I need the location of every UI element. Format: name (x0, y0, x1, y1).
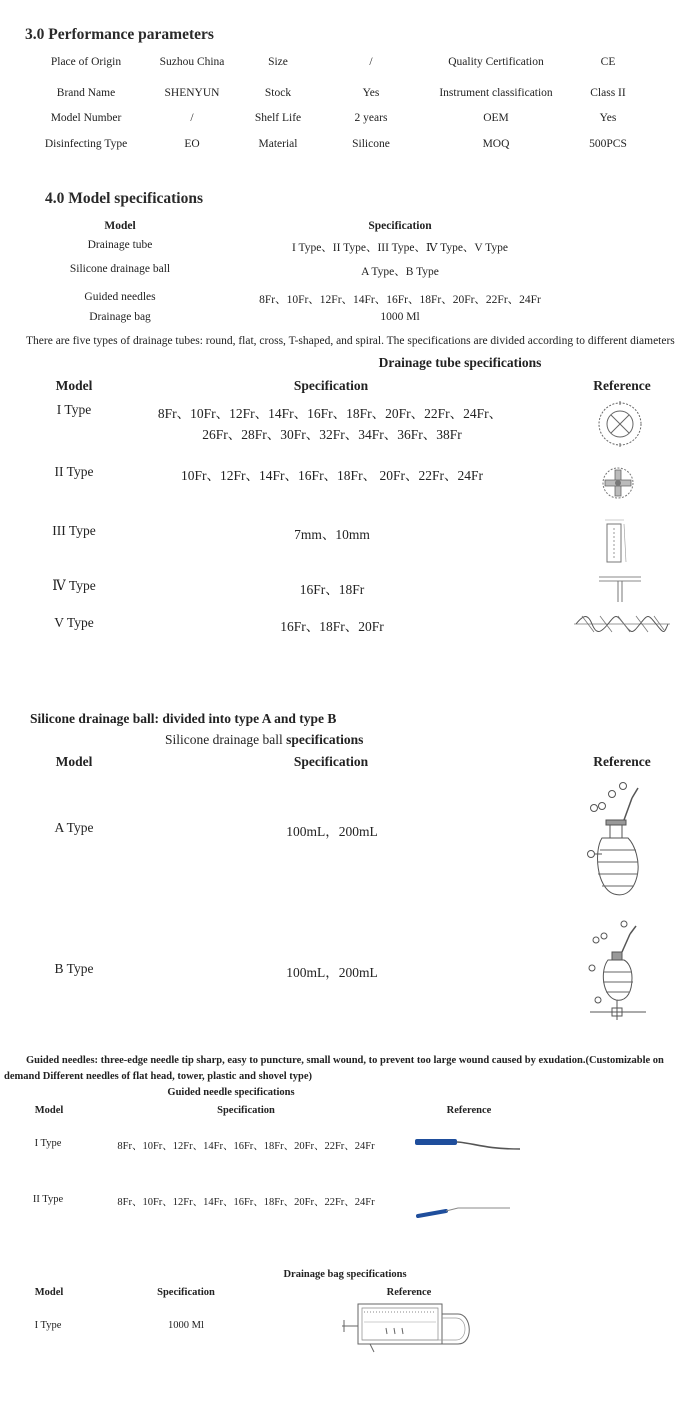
flat-tube-cross-section-icon (604, 518, 628, 568)
perf-cell: CE (600, 56, 616, 68)
perf-cell: MOQ (482, 138, 510, 150)
perf-cell: 2 years (354, 112, 388, 124)
model-row-label: Drainage bag (89, 311, 151, 323)
tube-model: Ⅳ Type (52, 578, 96, 593)
ball-spec-title-bold: specifications (286, 732, 364, 747)
bag-spec-header: Specification (157, 1287, 215, 1298)
tube-spec: 8Fr、10Fr、12Fr、14Fr、16Fr、18Fr、20Fr、22Fr、24Fr、 (157, 406, 503, 421)
ball-spec: 100mL，200mL (286, 965, 378, 980)
ball-model: B Type (54, 961, 94, 976)
needle-spec-title: Guided needle specifications (167, 1087, 295, 1098)
needle-type-i-icon (414, 1136, 522, 1156)
model-row-label: Guided needles (84, 291, 156, 303)
drainage-bag-icon (340, 1300, 478, 1354)
t-shaped-tube-icon (597, 574, 643, 604)
perf-cell: Stock (264, 87, 292, 99)
tube-model: I Type (56, 402, 92, 417)
ball-spec: 100mL，200mL (286, 824, 378, 839)
perf-cell: Size (268, 56, 288, 68)
spiral-tube-icon (574, 612, 670, 636)
ball-model-header: Model (55, 754, 93, 769)
performance-title: 3.0 Performance parameters (25, 26, 214, 43)
perf-cell: / (369, 56, 373, 68)
perf-cell: / (190, 112, 194, 124)
model-header: Model (104, 220, 136, 232)
ball-model: A Type (54, 820, 94, 835)
perf-cell: Disinfecting Type (44, 138, 128, 150)
perf-cell: EO (184, 138, 200, 150)
tube-model: III Type (52, 523, 96, 538)
needle-spec-header: Specification (217, 1105, 275, 1116)
tube-spec: 10Fr、12Fr、14Fr、16Fr、18Fr、 20Fr、22Fr、24Fr (181, 468, 483, 483)
ball-reference-header: Reference (593, 754, 651, 769)
model-row-spec: I Type、II Type、III Type、Ⅳ Type、V Type (291, 242, 509, 254)
bag-spec-title: Drainage bag specifications (283, 1269, 407, 1280)
perf-cell: Instrument classification (439, 87, 553, 99)
tube-model-header: Model (55, 378, 93, 393)
spec-header: Specification (368, 220, 432, 232)
perf-cell: Model Number (50, 112, 122, 124)
model-row-spec: A Type、B Type (361, 266, 439, 278)
bag-spec: 1000 Ml (168, 1320, 204, 1331)
perf-cell: Brand Name (56, 87, 116, 99)
ball-spec-title (165, 732, 363, 748)
perf-cell: Yes (362, 87, 380, 99)
perf-cell: Place of Origin (50, 56, 122, 68)
perf-cell: SHENYUN (164, 87, 220, 99)
tube-spec: 7mm、10mm (294, 527, 370, 542)
tube-spec: 16Fr、18Fr、20Fr (280, 619, 384, 634)
tube-model: V Type (54, 615, 94, 630)
model-row-spec: 8Fr、10Fr、12Fr、14Fr、16Fr、18Fr、20Fr、22Fr、24Fr (259, 294, 541, 306)
cross-tube-cross-section-icon (600, 465, 636, 501)
bag-model-header: Model (34, 1287, 64, 1298)
needle-spec: 8Fr、10Fr、12Fr、14Fr、16Fr、18Fr、20Fr、22Fr、24Fr (117, 1141, 375, 1152)
tube-spec-cont: 26Fr、28Fr、30Fr、32Fr、34Fr、36Fr、38Fr (202, 427, 462, 442)
perf-cell: Suzhou China (159, 56, 225, 68)
bag-model: I Type (34, 1320, 62, 1331)
needle-model-header: Model (34, 1105, 64, 1116)
needle-type-ii-icon (416, 1202, 512, 1220)
ball-intro: Silicone drainage ball: divided into type A and type B (30, 711, 337, 726)
perf-cell: Quality Certification (448, 56, 544, 68)
tube-reference-header: Reference (593, 378, 651, 393)
model-row-spec: 1000 Ml (380, 311, 420, 323)
bag-reference-header: Reference (386, 1287, 432, 1298)
needle-reference-header: Reference (446, 1105, 492, 1116)
tube-spec-header: Specification (293, 378, 369, 393)
tube-spec-title: Drainage tube specifications (378, 355, 542, 370)
perf-cell: Shelf Life (254, 112, 302, 124)
perf-cell: Class II (590, 87, 626, 99)
tube-model: II Type (54, 464, 94, 479)
tube-spec: 16Fr、18Fr (299, 582, 365, 597)
drainage-ball-b-icon (586, 920, 650, 1026)
needle-model: II Type (32, 1194, 64, 1205)
needle-model: I Type (34, 1138, 62, 1149)
needle-spec: 8Fr、10Fr、12Fr、14Fr、16Fr、18Fr、20Fr、22Fr、24Fr (117, 1197, 375, 1208)
model-row-label: Drainage tube (87, 239, 153, 251)
round-tube-cross-section-icon (597, 401, 643, 447)
needle-intro-line2: demand Different needles of flat head, tower, plastic and shovel type) (4, 1071, 312, 1082)
perf-cell: Yes (599, 112, 617, 124)
needle-intro-line1: Guided needles: three-edge needle tip sharp, easy to puncture, small wound, to prevent too large wound caused by exudation.(Customizable on (26, 1055, 664, 1066)
model-spec-title: 4.0 Model specifications (45, 190, 203, 207)
perf-cell: Material (258, 138, 298, 150)
drainage-tube-note: There are five types of drainage tubes: round, flat, cross, T-shaped, and spiral. The specifications are divided according to different diameters (26, 335, 675, 347)
model-row-label: Silicone drainage ball (69, 263, 171, 275)
ball-spec-title-plain: Silicone drainage ball (165, 732, 287, 747)
ball-spec-header: Specification (293, 754, 369, 769)
perf-cell: Silicone (352, 138, 390, 150)
perf-cell: 500PCS (589, 138, 627, 150)
drainage-ball-a-icon (584, 780, 660, 898)
perf-cell: OEM (483, 112, 509, 124)
